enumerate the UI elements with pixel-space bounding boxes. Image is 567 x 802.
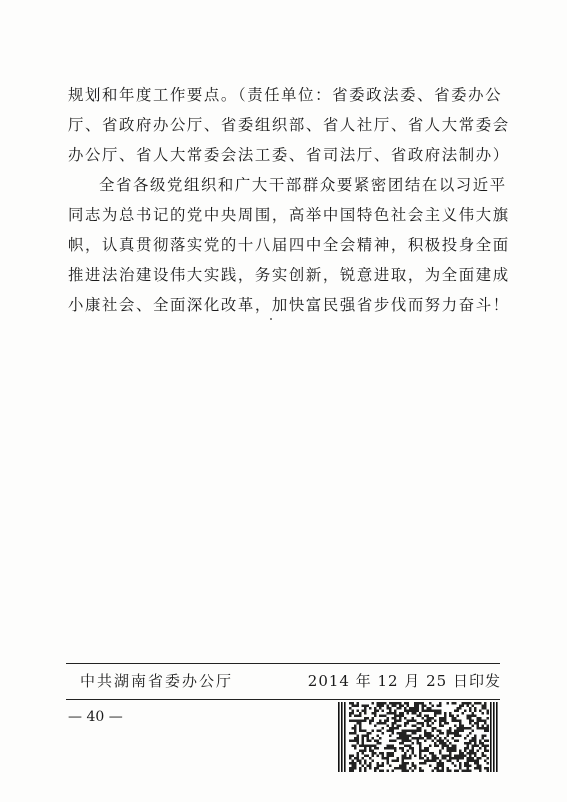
footer-date: 2014 年 12 月 25 日印发	[307, 672, 501, 690]
paragraph-responsibility	[68, 80, 510, 170]
qr-barcode-icon	[338, 702, 498, 772]
text-line: 规划和年度工作要点。（责任单位：省委政法委、省委办公	[68, 86, 503, 104]
page-number: — 40 —	[68, 709, 123, 725]
paragraph-closing	[68, 170, 510, 320]
text-line: 全省各级党组织和广大干部群众要紧密团结在以习近平	[99, 176, 507, 194]
footer-issuer: 中共湖南省委办公厅	[80, 672, 234, 690]
text-line: 帜，认真贯彻落实党的十八届四中全会精神，积极投身全面	[68, 236, 510, 254]
footer-rule-top	[66, 663, 500, 664]
text-line: 办公厅、省人大常委会法工委、省司法厅、省政府法制办）	[68, 146, 510, 164]
scan-speck	[270, 318, 272, 320]
text-line: 小康社会、全面深化改革，加快富民强省步伐而努力奋斗！	[68, 296, 510, 314]
text-line: 厅、省政府办公厅、省委组织部、省人社厅、省人大常委会	[68, 116, 510, 134]
text-line: 推进法治建设伟大实践，务实创新，锐意进取，为全面建成	[68, 266, 510, 284]
text-line: 同志为总书记的党中央周围，高举中国特色社会主义伟大旗	[68, 206, 510, 224]
footer-rule-bottom	[66, 699, 500, 700]
